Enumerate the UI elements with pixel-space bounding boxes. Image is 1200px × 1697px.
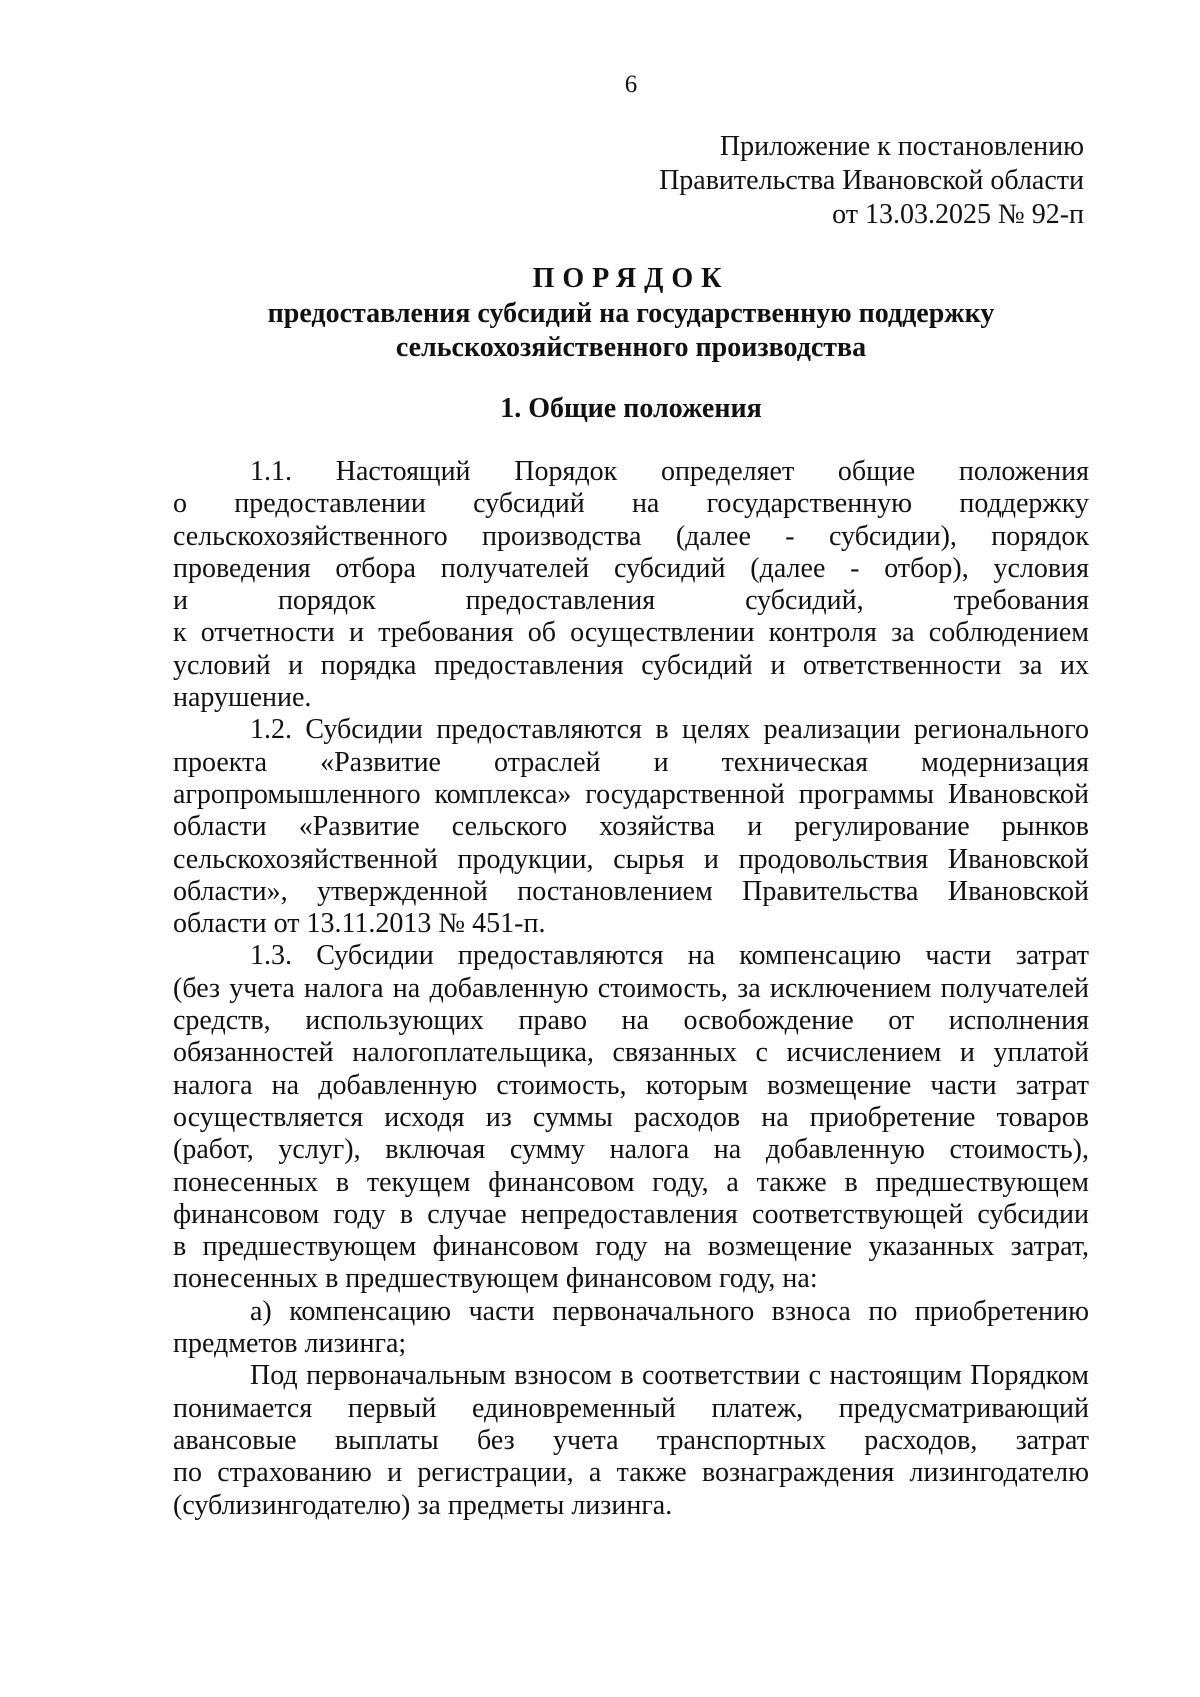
paragraph-line: финансовом году в случае непредоставления соответствующей субсидии	[173, 1198, 1089, 1230]
paragraph-line: области «Развитие сельского хозяйства и регулирование рынков	[173, 811, 1089, 843]
paragraph-line: понесенных в предшествующем финансовом году, на:	[173, 1263, 818, 1295]
paragraph-line: в предшествующем финансовом году на возмещение указанных затрат,	[173, 1231, 1089, 1263]
paragraph-line: о предоставлении субсидий на государственную поддержку	[173, 488, 1089, 520]
paragraph-line: области от 13.11.2013 № 451-п.	[173, 908, 546, 940]
paragraph-line: налога на добавленную стоимость, которым возмещение части затрат	[173, 1069, 1089, 1101]
paragraph-line: области», утвержденной постановлением Правительства Ивановской	[173, 875, 1089, 907]
paragraph-line: средств, использующих право на освобождение от исполнения	[173, 1005, 1089, 1037]
paragraph-line: осуществляется исходя из суммы расходов на приобретение товаров	[173, 1101, 1089, 1133]
appendix-note	[659, 130, 1084, 232]
paragraph-line: 1.2. Субсидии предоставляются в целях реализации регионального	[250, 714, 1089, 746]
paragraph-line: проведения отбора получателей субсидий (далее - отбор), условия	[173, 552, 1089, 584]
paragraph-line: а) компенсацию части первоначального взноса по приобретению	[250, 1295, 1089, 1327]
paragraph-line: 1.3. Субсидии предоставляются на компенсацию части затрат	[250, 940, 1089, 972]
paragraph-line: авансовые выплаты без учета транспортных расходов, затрат	[173, 1424, 1089, 1456]
paragraph-line: (работ, услуг), включая сумму налога на добавленную стоимость),	[173, 1134, 1089, 1166]
paragraph-line: понесенных в текущем финансовом году, а также в предшествующем	[173, 1166, 1089, 1198]
paragraph-line: 1.1. Настоящий Порядок определяет общие положения	[250, 456, 1089, 487]
document-subtitle-line: предоставления субсидий на государственную поддержку	[267, 298, 995, 329]
page-number: 6	[624, 71, 638, 98]
appendix-note-line: от 13.03.2025 № 92-п	[832, 199, 1084, 230]
paragraph-line: Под первоначальным взносом в соответствии с настоящим Порядком	[250, 1360, 1089, 1392]
paragraph-line: условий и порядка предоставления субсидий и ответственности за их	[173, 649, 1089, 681]
document-title: ПОРЯДОК	[532, 263, 730, 294]
paragraph-line: к отчетности и требования об осуществлении контроля за соблюдением	[173, 617, 1089, 649]
paragraph-line: агропромышленного комплекса» государственной программы Ивановской	[173, 778, 1089, 810]
appendix-note-line: Правительства Ивановской области	[659, 165, 1084, 196]
document-subtitle-line: сельскохозяйственного производства	[395, 332, 867, 363]
paragraph-line: (без учета налога на добавленную стоимость, за исключением получателей	[173, 972, 1089, 1004]
document-subtitle	[0, 297, 1200, 365]
paragraph-line: предметов лизинга;	[173, 1328, 407, 1360]
paragraph-line: проекта «Развитие отраслей и техническая модернизация	[173, 746, 1089, 778]
appendix-note-line: Приложение к постановлению	[719, 131, 1084, 162]
paragraph-line: сельскохозяйственной продукции, сырья и продовольствия Ивановской	[173, 843, 1089, 875]
paragraph-line: и порядок предоставления субсидий, требования	[173, 585, 1089, 617]
paragraph-line: сельскохозяйственного производства (далее - субсидии), порядок	[173, 520, 1089, 552]
paragraph-line: по страхованию и регистрации, а также вознаграждения лизингодателю	[173, 1457, 1089, 1489]
paragraph-line: понимается первый единовременный платеж, предусматривающий	[173, 1392, 1089, 1424]
section-heading: 1. Общие положения	[500, 393, 762, 424]
document-body	[173, 456, 1089, 1522]
paragraph-line: обязанностей налогоплательщика, связанных с исчислением и уплатой	[173, 1037, 1089, 1069]
paragraph-line: (сублизингодателю) за предметы лизинга.	[173, 1489, 673, 1521]
paragraph-line: нарушение.	[173, 682, 312, 714]
